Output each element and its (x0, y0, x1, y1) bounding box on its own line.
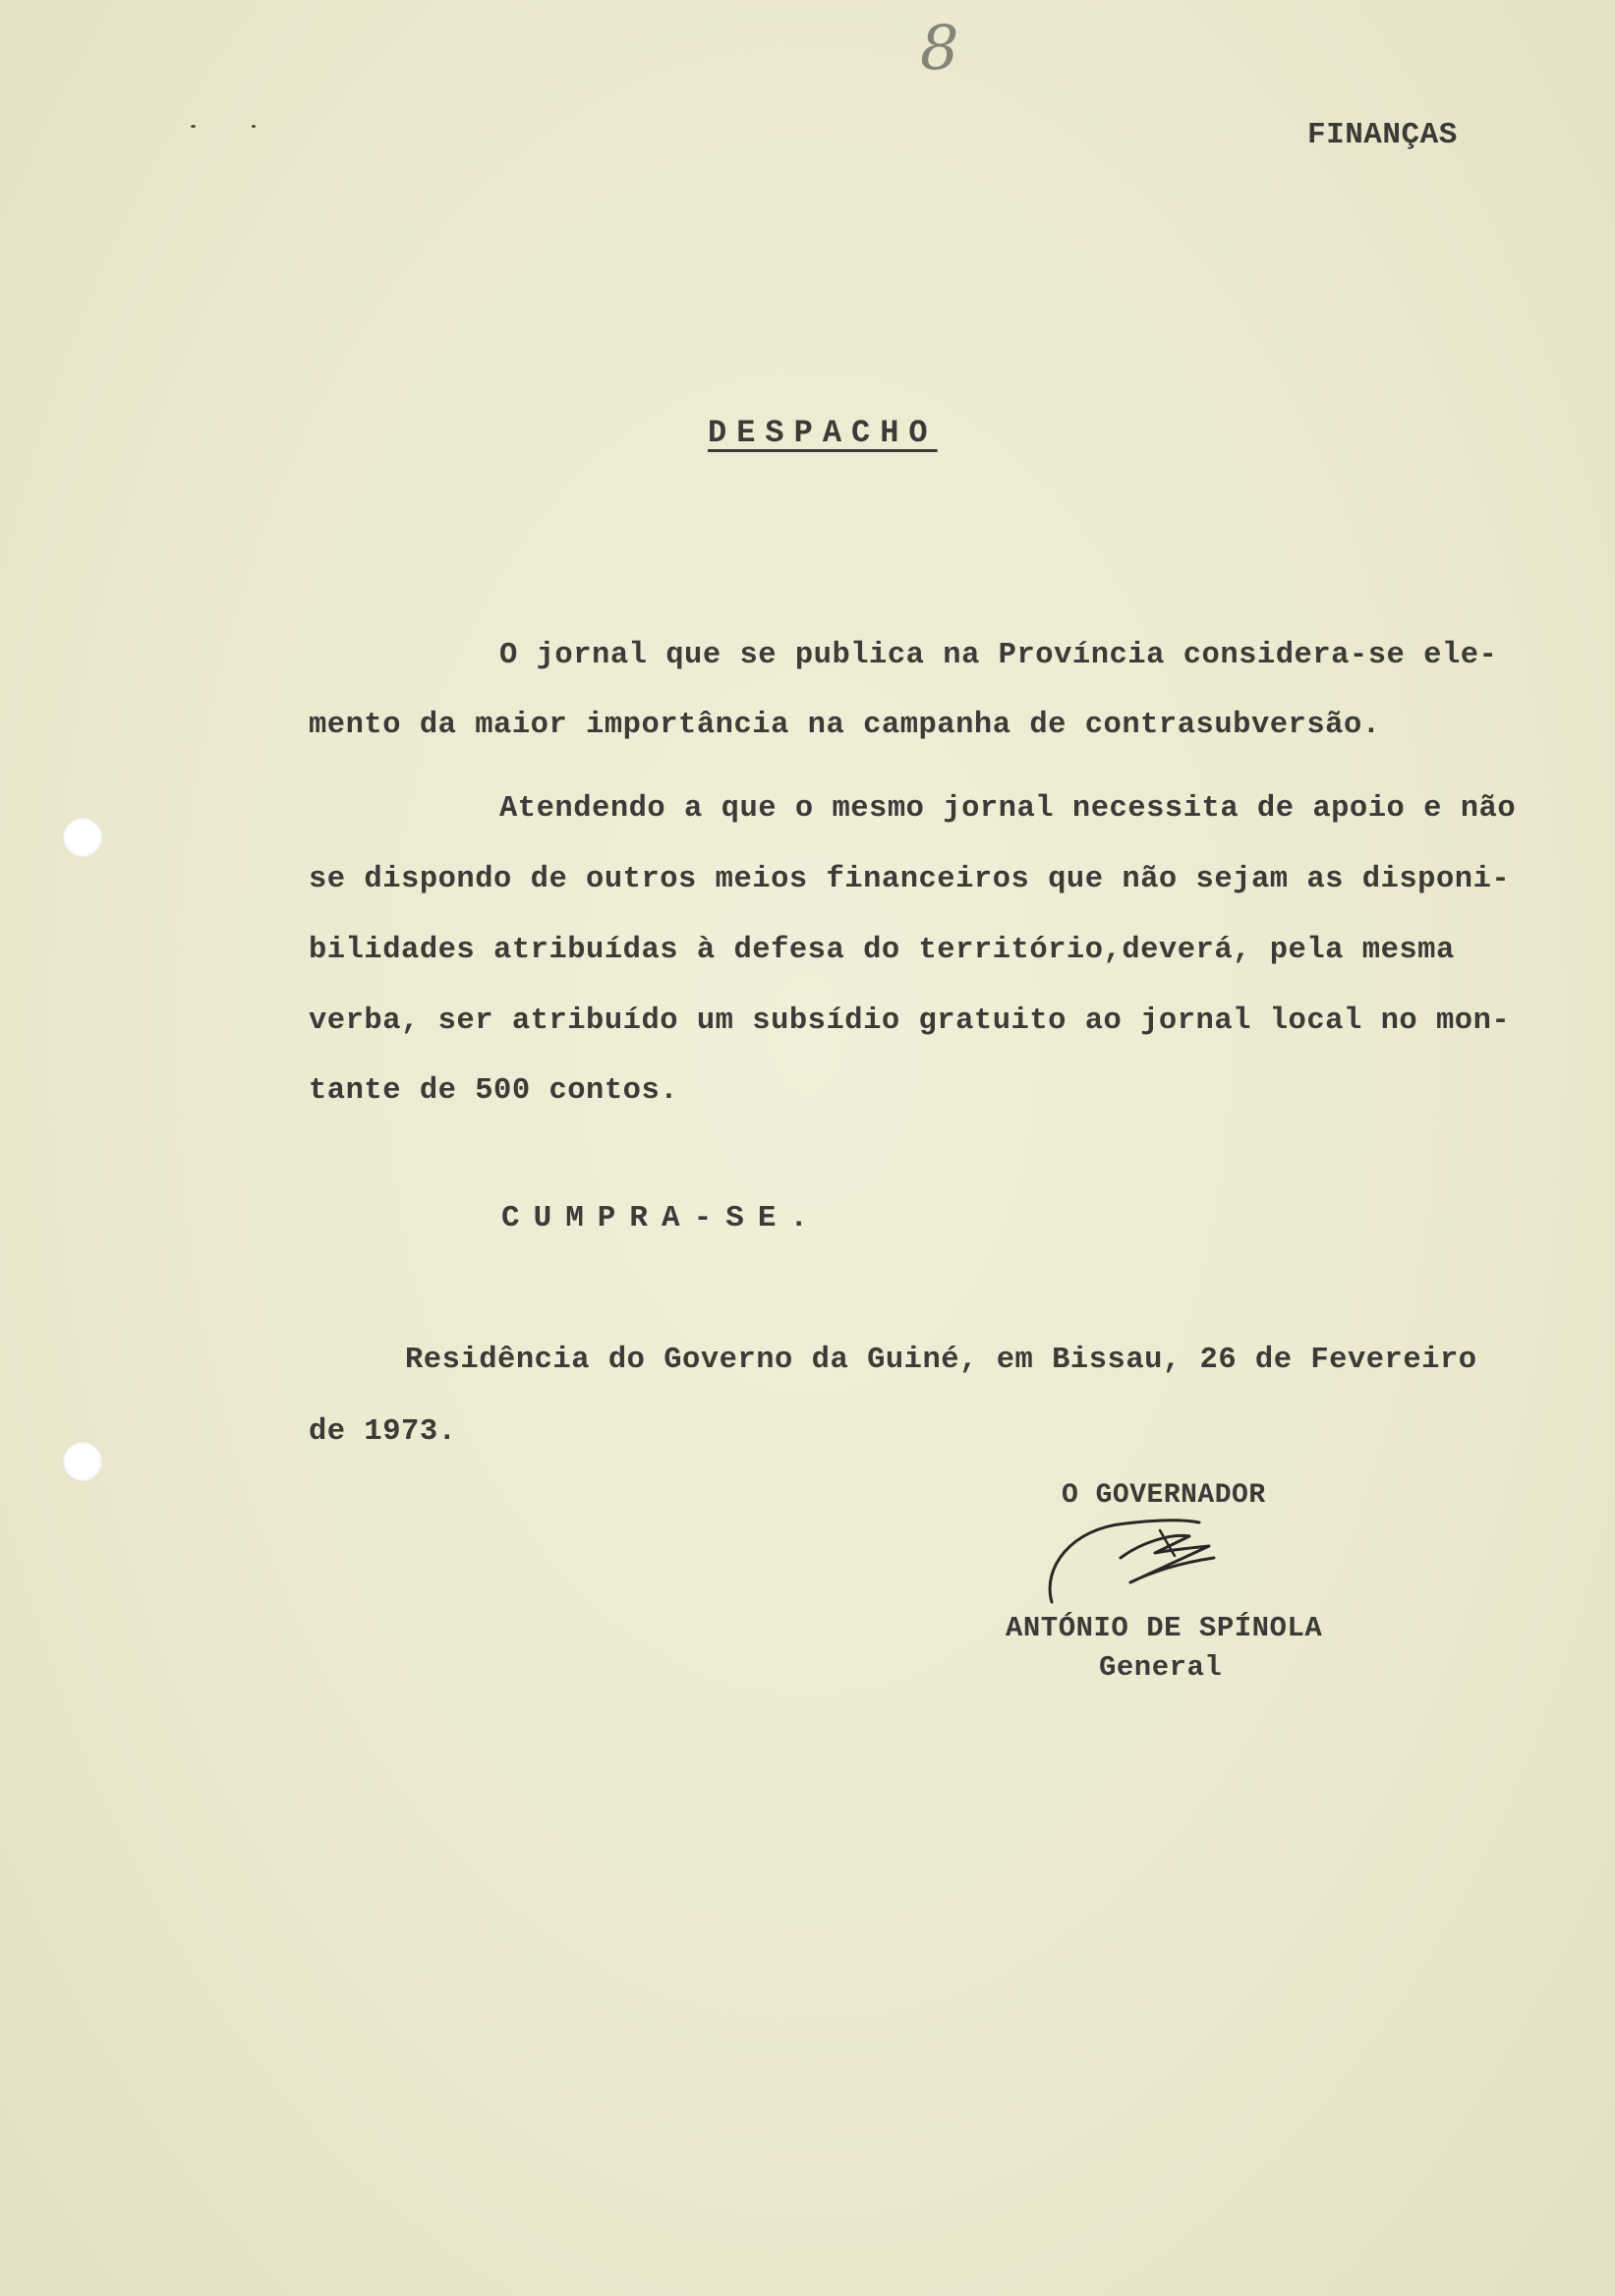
signatory-role: O GOVERNADOR (1062, 1480, 1266, 1511)
body-line: Atendendo a que o mesmo jornal necessita de apoio e não (499, 792, 1517, 826)
punch-hole (63, 818, 102, 857)
place-date-line: de 1973. (309, 1415, 457, 1449)
body-line: mento da maior importância na campanha de contrasubversão. (309, 709, 1381, 742)
body-line: verba, ser atribuído um subsídio gratuito ao jornal local no mon- (309, 1004, 1511, 1038)
ink-speck (252, 125, 256, 128)
signatory-rank: General (1099, 1651, 1223, 1684)
punch-hole (63, 1442, 102, 1481)
order-statement: CUMPRA-SE. (501, 1201, 823, 1235)
signatory-name: ANTÓNIO DE SPÍNOLA (1006, 1612, 1323, 1644)
body-line: tante de 500 contos. (309, 1074, 679, 1108)
body-line: O jornal que se publica na Província considera-se ele- (499, 639, 1498, 672)
ink-speck (191, 125, 196, 128)
page-number: 8 (920, 12, 959, 84)
document-title: DESPACHO (708, 415, 938, 451)
body-line: se dispondo de outros meios financeiros que não sejam as disponi- (309, 863, 1511, 896)
body-line: bilidades atribuídas à defesa do território,deverá, pela mesma (309, 934, 1455, 967)
place-date-line: Residência do Governo da Guiné, em Bissau, 26 de Fevereiro (405, 1344, 1477, 1377)
handwritten-signature (1032, 1509, 1229, 1607)
department-header: FINANÇAS (1307, 118, 1458, 152)
